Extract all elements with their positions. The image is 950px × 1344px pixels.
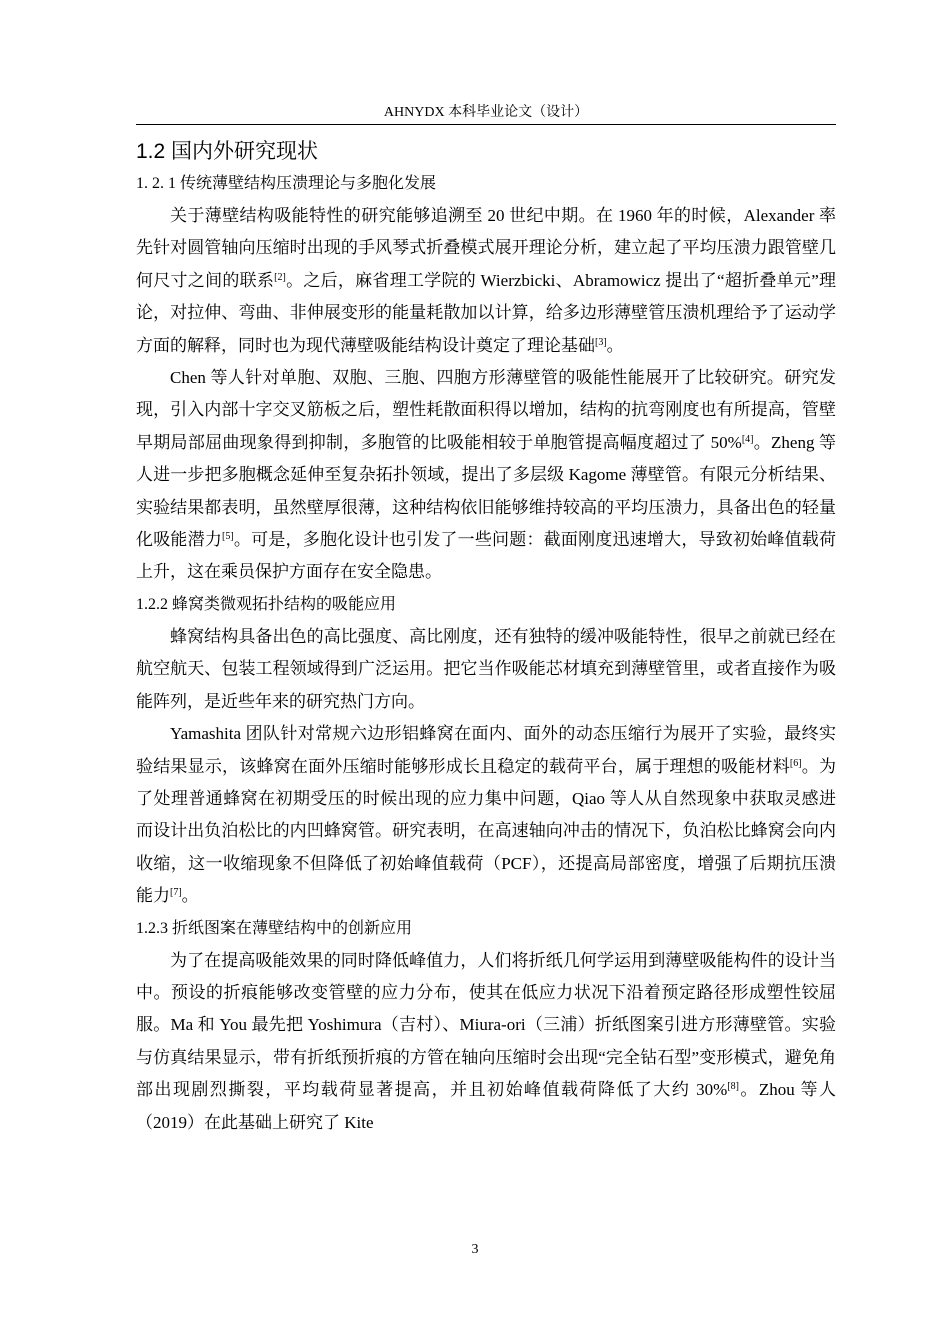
paragraph-text: 。 [181, 886, 199, 906]
paragraph-text: 。Zheng 等人进一步把多胞概念延伸至复杂拓扑领域，提出了多层级 Kagome 薄壁管。有限元分析结果、实验结果都表明，虽然壁厚很薄，这种结构依旧能够维持较高的平均压溃力，具备出色的轻量化吸能潜力 [136, 432, 836, 550]
citation-ref: [2] [274, 271, 286, 283]
paragraph-text: 为了在提高吸能效果的同时降低峰值力，人们将折纸几何学运用到薄壁吸能构件的设计当中。预设的折痕能够改变管壁的应力分布，使其在低应力状况下沿着预定路径形成塑性铰屈服。Ma 和 You 最先把 Yoshimura（吉村）、Miura-ori（三浦）折纸图案引进方形薄壁管。实验与仿真结果显示，带有折纸预折痕的方管在轴向压缩时会出现“完全钻石型”变形模式，避免角部出现剧烈撕裂，平均载荷显著提高，并且初始峰值载荷降低了大约 30% [136, 950, 836, 1100]
paragraph-text: 。为了处理普通蜂窝在初期受压的时候出现的应力集中问题，Qiao 等人从自然现象中获取灵感进而设计出负泊松比的内凹蜂窝管。研究表明，在高速轴向冲击的情况下，负泊松比蜂窝会向内收缩，这一收缩现象不但降低了初始峰值载荷（PCF），还提高局部密度，增强了后期抗压溃能力 [136, 756, 837, 906]
subsection-heading-1-2-1: 1. 2. 1 传统薄壁结构压溃理论与多胞化发展 [136, 175, 437, 192]
section-title: 1.2 国内外研究现状 [136, 140, 319, 163]
page-number: 3 [471, 1242, 479, 1257]
page-body [136, 136, 836, 1139]
paragraph-text: 。之后，麻省理工学院的 Wierzbicki、Abramowicz 提出了“超折叠单元”理论，对拉伸、弯曲、非伸展变形的能量耗散加以计算，给多边形薄壁管压溃机理给予了运动学方面的解释，同时也为现代薄壁吸能结构设计奠定了理论基础 [136, 270, 837, 355]
header-divider [136, 124, 836, 125]
paragraph [136, 362, 836, 589]
citation-ref: [4] [741, 433, 754, 445]
citation-ref: [3] [595, 336, 607, 348]
paragraph-text: 。 [606, 335, 624, 355]
paragraph-text: 。可是，多胞化设计也引发了一些问题：截面刚度迅速增大，导致初始峰值载荷上升，这在乘员保护方面存在安全隐患。 [136, 530, 837, 582]
paragraph-text: 关于薄壁结构吸能特性的研究能够追溯至 20 世纪中期。在 1960 年的时候，Alexander 率先针对圆管轴向压缩时出现的手风琴式折叠模式展开理论分析，建立起了平均压溃力跟管壁几何尺寸之间的联系 [136, 206, 836, 290]
paragraph: 蜂窝结构具备出色的高比强度、高比刚度，还有独特的缓冲吸能特性，很早之前就已经在航空航天、包装工程领域得到广泛运用。把它当作吸能芯材填充到薄壁管里，或者直接作为吸能阵列，是近些年来的研究热门方向。 [136, 626, 836, 711]
subsection-heading-1-2-2: 1.2.2 蜂窝类微观拓扑结构的吸能应用 [136, 595, 397, 613]
paragraph [136, 718, 836, 912]
citation-ref: [8] [727, 1081, 739, 1093]
citation-ref: [6] [789, 757, 802, 769]
paragraph-text: 。Zhou 等人（2019）在此基础上研究了 Kite [136, 1080, 836, 1132]
subsection-heading-1-2-3: 1.2.3 折纸图案在薄壁结构中的创新应用 [136, 919, 413, 937]
paragraph [136, 945, 836, 1139]
running-header: AHNYDX 本科毕业论文（设计） [383, 105, 589, 120]
citation-ref: [5] [222, 531, 234, 543]
paragraph-text: Chen 等人针对单胞、双胞、三胞、四胞方形薄壁管的吸能性能展开了比较研究。研究发现，引入内部十字交叉筋板之后，塑性耗散面积得以增加，结构的抗弯刚度也有所提高，管壁早期局部屈曲现象得到抑制，多胞管的比吸能相较于单胞管提高幅度超过了 50% [136, 368, 836, 452]
paragraph [136, 200, 836, 362]
paragraph-text: Yamashita 团队针对常规六边形铝蜂窝在面内、面外的动态压缩行为展开了实验，最终实验结果显示，该蜂窝在面外压缩时能够形成长且稳定的载荷平台，属于理想的吸能材料 [136, 724, 836, 776]
citation-ref: [7] [170, 887, 182, 899]
